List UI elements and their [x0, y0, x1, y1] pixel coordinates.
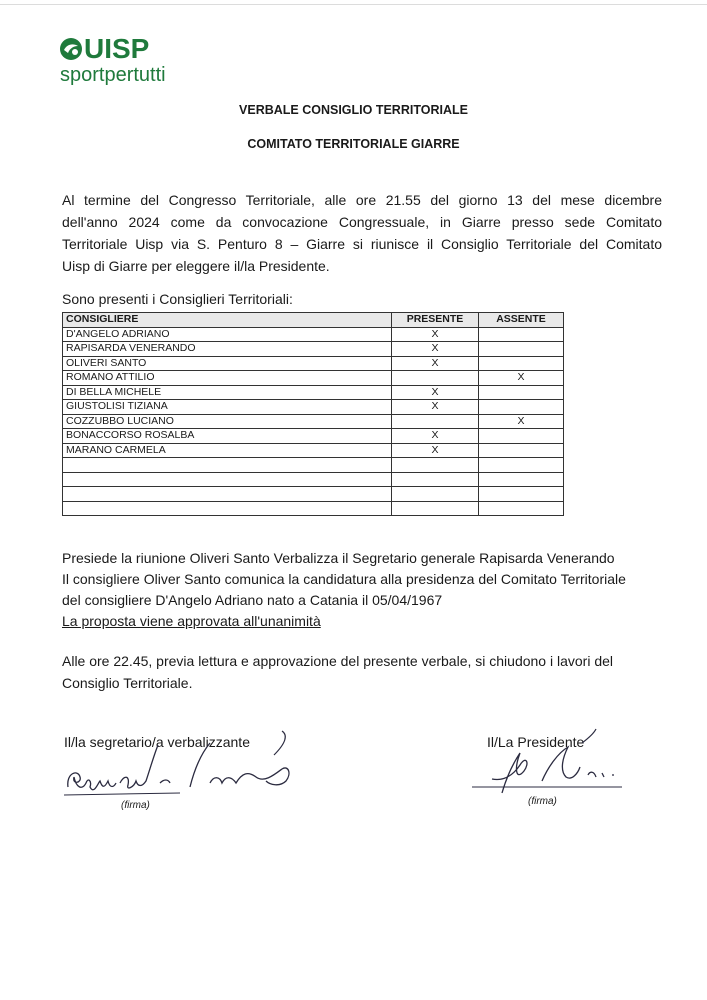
table-row	[63, 342, 564, 357]
secretary-label: Il/la segretario/a verbalizzante	[64, 734, 250, 750]
table-row	[63, 356, 564, 371]
top-rule	[0, 4, 707, 5]
president-label: Il/La Presidente	[487, 734, 585, 750]
closing-paragraph	[62, 650, 662, 694]
table-row	[63, 501, 564, 516]
assente-cell	[479, 501, 564, 516]
table-row	[63, 400, 564, 415]
assente-cell	[479, 487, 564, 502]
councillor-name-cell: RAPISARDA VENERANDO	[63, 342, 392, 357]
uisp-emblem-icon	[58, 36, 84, 62]
assente-cell	[479, 400, 564, 415]
presente-cell: X	[392, 429, 479, 444]
intro-line: Territoriale Uisp via S. Penturo 8 – Giarre si riunisce il Consiglio Territoriale del Comitato	[62, 236, 662, 252]
presente-cell: X	[392, 356, 479, 371]
councillor-name-cell	[63, 487, 392, 502]
councillor-name-cell: BONACCORSO ROSALBA	[63, 429, 392, 444]
closing-line: Consiglio Territoriale.	[62, 675, 193, 691]
assente-cell	[479, 429, 564, 444]
assente-cell	[479, 356, 564, 371]
secretary-signature	[60, 725, 300, 805]
assente-cell	[479, 385, 564, 400]
presente-cell	[392, 472, 479, 487]
table-row	[63, 472, 564, 487]
presente-cell	[392, 501, 479, 516]
presence-intro: Sono presenti i Consiglieri Territoriali:	[62, 291, 293, 307]
intro-line: dell'anno 2024 come da convocazione Congressuale, in Giarre presso sede Comitato	[62, 214, 662, 230]
document-title: VERBALE CONSIGLIO TERRITORIALE	[239, 103, 468, 117]
header-presente: PRESENTE	[392, 313, 479, 328]
approval-line: La proposta viene approvata all'unanimità	[62, 613, 321, 629]
councillor-name-cell: COZZUBBO LUCIANO	[63, 414, 392, 429]
logo-tagline: sportpertutti	[60, 64, 166, 86]
table-row	[63, 458, 564, 473]
intro-line: Uisp di Giarre per eleggere il/la Presidente.	[62, 258, 330, 274]
table-row	[63, 327, 564, 342]
assente-cell	[479, 327, 564, 342]
table-row	[63, 487, 564, 502]
body-line: del consigliere D'Angelo Adriano nato a Catania il 05/04/1967	[62, 592, 443, 608]
body-line: Il consigliere Oliver Santo comunica la candidatura alla presidenza del Comitato Territoriale	[62, 571, 626, 587]
table-row	[63, 385, 564, 400]
councillor-name-cell	[63, 472, 392, 487]
presente-cell: X	[392, 327, 479, 342]
councillor-name-cell: OLIVERI SANTO	[63, 356, 392, 371]
presente-cell	[392, 414, 479, 429]
presente-cell	[392, 371, 479, 386]
councillor-name-cell: MARANO CARMELA	[63, 443, 392, 458]
assente-cell	[479, 458, 564, 473]
presente-cell: X	[392, 342, 479, 357]
councillor-name-cell: ROMANO ATTILIO	[63, 371, 392, 386]
assente-cell	[479, 443, 564, 458]
councillor-name-cell	[63, 458, 392, 473]
councillor-name-cell: D'ANGELO ADRIANO	[63, 327, 392, 342]
president-firma: (firma)	[528, 796, 557, 807]
table-row	[63, 429, 564, 444]
president-signature	[462, 725, 632, 800]
assente-cell: X	[479, 371, 564, 386]
document-subtitle: COMITATO TERRITORIALE GIARRE	[247, 137, 460, 151]
councillor-name-cell: GIUSTOLISI TIZIANA	[63, 400, 392, 415]
closing-line: Alle ore 22.45, previa lettura e approvazione del presente verbale, si chiudono i lavori del	[62, 653, 614, 669]
secretary-firma: (firma)	[121, 800, 150, 811]
presente-cell: X	[392, 385, 479, 400]
councillor-name-cell: DI BELLA MICHELE	[63, 385, 392, 400]
table-body	[63, 327, 564, 516]
logo-brand: UISP	[84, 33, 150, 64]
presente-cell: X	[392, 400, 479, 415]
body-paragraph	[62, 548, 662, 632]
councillor-name-cell	[63, 501, 392, 516]
presente-cell	[392, 487, 479, 502]
table-row	[63, 443, 564, 458]
presente-cell	[392, 458, 479, 473]
assente-cell	[479, 342, 564, 357]
table-row	[63, 414, 564, 429]
intro-paragraph	[62, 189, 662, 277]
header-assente: ASSENTE	[479, 313, 564, 328]
header-consigliere: CONSIGLIERE	[63, 313, 392, 328]
table-header-row	[63, 313, 564, 328]
body-line: Presiede la riunione Oliveri Santo Verbalizza il Segretario generale Rapisarda Venerando	[62, 550, 615, 566]
intro-line: Al termine del Congresso Territoriale, alle ore 21.55 del giorno 13 del mese dicembre	[62, 192, 662, 208]
presente-cell: X	[392, 443, 479, 458]
assente-cell	[479, 472, 564, 487]
councillors-table	[62, 312, 564, 516]
assente-cell: X	[479, 414, 564, 429]
uisp-logo	[58, 33, 178, 88]
table-row	[63, 371, 564, 386]
